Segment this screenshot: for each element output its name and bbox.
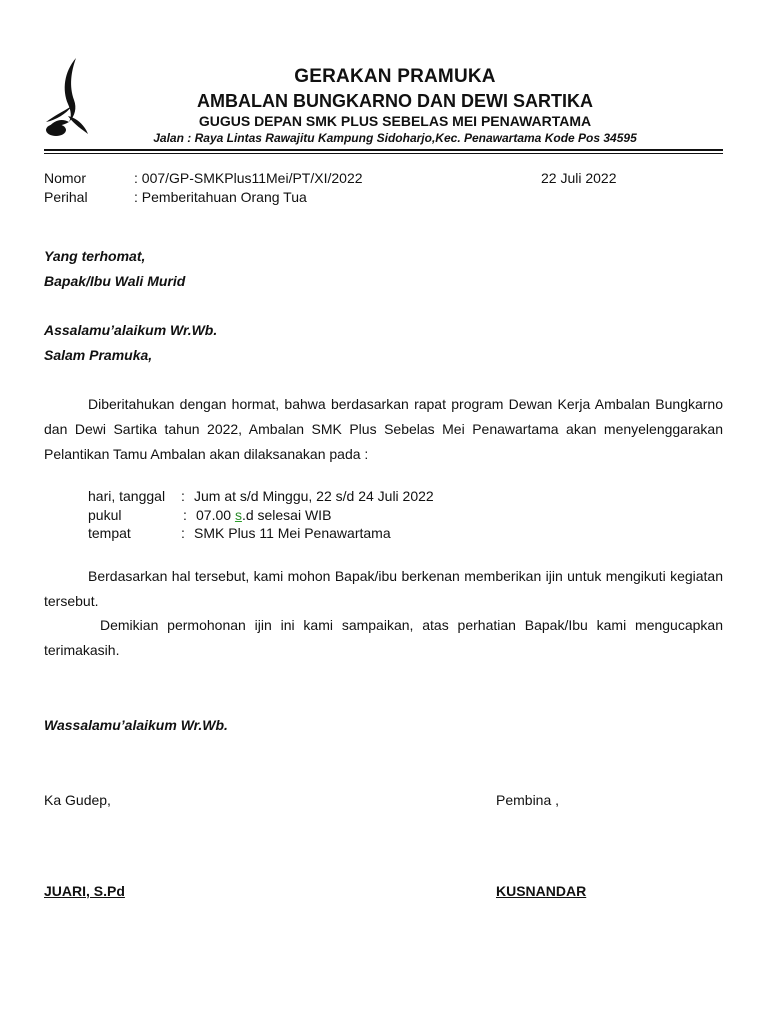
header-rule-thick <box>44 149 723 151</box>
body-paragraph-2-text: Berdasarkan hal tersebut, kami mohon Bapak/ibu berkenan memberikan ijin untuk mengikuti kegiatan tersebut. <box>44 568 723 609</box>
closing-salutation: Wassalamu’alaikum Wr.Wb. <box>44 717 228 733</box>
schedule-tempat-value: SMK Plus 11 Mei Penawartama <box>194 525 391 541</box>
tunas-kelapa-logo-icon <box>42 56 90 138</box>
unit-title: AMBALAN BUNGKARNO DAN DEWI SARTIKA <box>197 91 593 111</box>
schedule-pukul-label: pukul <box>88 507 122 523</box>
letter-date: 22 Juli 2022 <box>541 170 617 186</box>
signature-right-name: KUSNANDAR <box>496 883 587 899</box>
body-paragraph-1 <box>44 392 723 467</box>
schedule-hari-colon: : <box>181 488 185 504</box>
pukul-flagged-char: s <box>234 507 242 523</box>
body-paragraph-3 <box>44 613 723 663</box>
schedule-pukul-colon: : <box>183 507 187 523</box>
nomor-value: : 007/GP-SMKPlus11Mei/PT/XI/2022 <box>134 170 363 186</box>
perihal-value: : Pemberitahuan Orang Tua <box>134 189 307 205</box>
schedule-tempat-colon: : <box>181 525 185 541</box>
signature-right-title: Pembina , <box>496 792 560 808</box>
nomor-label: Nomor <box>44 170 87 186</box>
address-line: Jalan : Raya Lintas Rawajitu Kampung Sidoharjo,Kec. Penawartama Kode Pos 34595 <box>153 131 637 145</box>
header-rule-thin <box>44 153 723 154</box>
schedule-hari-value: Jum at s/d Minggu, 22 s/d 24 Juli 2022 <box>194 488 434 504</box>
body-paragraph-1-text: Diberitahukan dengan hormat, bahwa berdasarkan rapat program Dewan Kerja Ambalan Bungkarno dan Dewi Sartika tahun 2022, Ambalan SMK Plus Sebelas Mei Penawartama akan menyelenggarakan Pelantikan Tamu Ambalan akan dilaksanakan pada : <box>44 396 723 462</box>
signature-left-name: JUARI, S.Pd <box>44 883 125 899</box>
schedule-hari-label: hari, tanggal <box>88 488 166 504</box>
greeting-line-2: Salam Pramuka, <box>44 347 153 363</box>
pukul-start: 07.00 <box>196 507 235 523</box>
org-title: GERAKAN PRAMUKA <box>294 66 496 87</box>
recipient-line-2: Bapak/Ibu Wali Murid <box>44 273 186 289</box>
perihal-label: Perihal <box>44 189 88 205</box>
body-paragraph-2 <box>44 564 723 614</box>
schedule-pukul-value <box>196 506 331 524</box>
signature-left-title: Ka Gudep, <box>44 792 111 808</box>
greeting-line-1: Assalamu’alaikum Wr.Wb. <box>44 322 218 338</box>
body-paragraph-3-text: Demikian permohonan ijin ini kami sampaikan, atas perhatian Bapak/Ibu kami mengucapkan terimakasih. <box>44 617 723 658</box>
schedule-tempat-label: tempat <box>88 525 131 541</box>
pukul-end: .d selesai WIB <box>241 507 332 523</box>
group-title: GUGUS DEPAN SMK PLUS SEBELAS MEI PENAWARTAMA <box>198 113 592 129</box>
recipient-line-1: Yang terhomat, <box>44 248 146 264</box>
